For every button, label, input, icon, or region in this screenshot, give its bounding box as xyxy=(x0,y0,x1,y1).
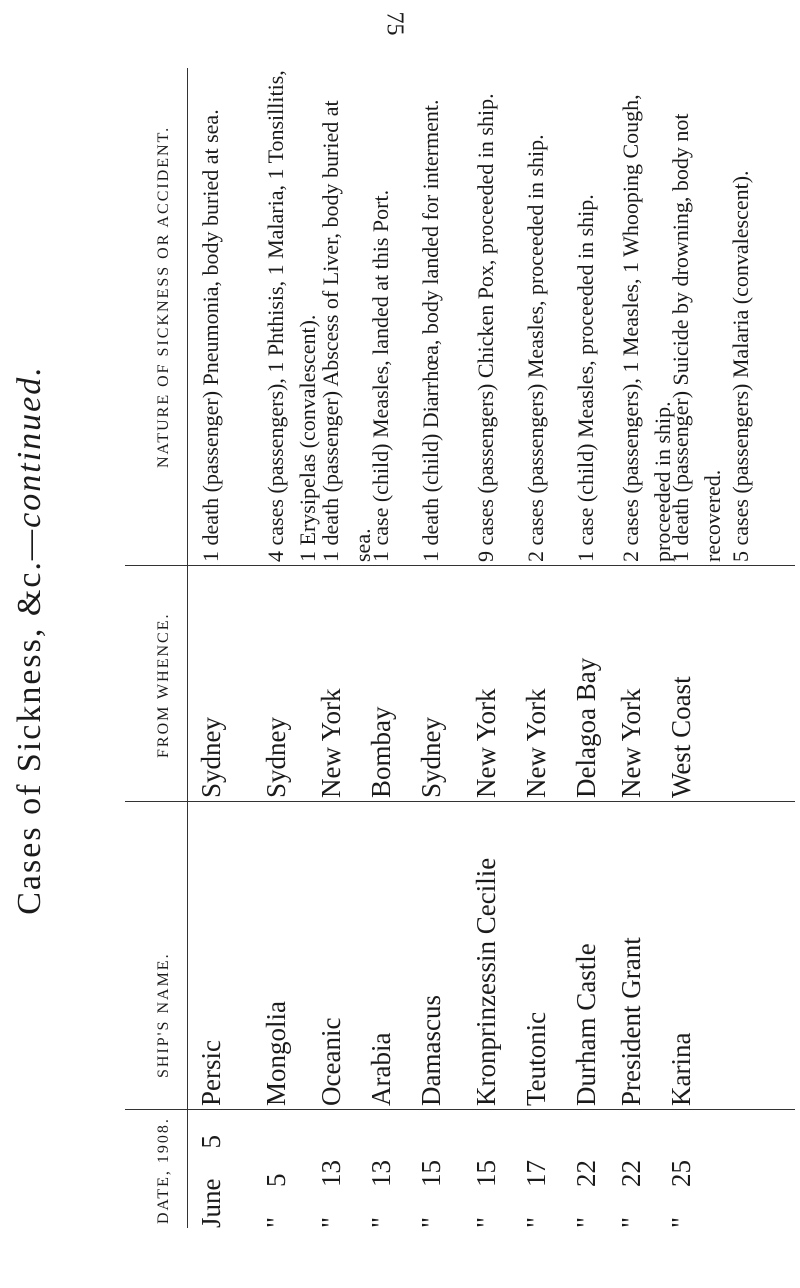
ship-cell-text: Mongolia xyxy=(261,1001,291,1106)
ship-cell xyxy=(520,806,552,1106)
date-cell xyxy=(470,1113,502,1228)
ship-cell xyxy=(260,806,292,1106)
date-cell xyxy=(570,1113,602,1228)
nature-cell-text: 1 death (child) Diarrhœa, body landed for interment. xyxy=(418,99,443,562)
ship-cell xyxy=(315,806,347,1106)
table-row xyxy=(195,68,255,1228)
date-day: 22 xyxy=(571,1159,601,1187)
from-cell-text: West Coast xyxy=(666,676,696,798)
date-month: " xyxy=(571,1216,601,1228)
date-day: 15 xyxy=(471,1159,501,1187)
date-month: " xyxy=(416,1216,446,1228)
nature-cell-text: 1 death (passenger) Suicide by drowning, body not recovered. xyxy=(668,113,725,562)
date-cell xyxy=(615,1113,647,1228)
date-day: 13 xyxy=(366,1159,396,1187)
page-title xyxy=(11,365,49,915)
header-ship: SHIP'S NAME. xyxy=(155,952,172,1078)
date-month: " xyxy=(366,1216,396,1228)
nature-cell-text: 1 case (child) Measles, landed at this Port. xyxy=(368,189,393,562)
ship-cell xyxy=(365,806,397,1106)
page-number: 75 xyxy=(381,11,408,36)
nature-cell xyxy=(415,68,447,562)
nature-cell-text: 5 cases (passengers) Malaria (convalescent). xyxy=(728,170,753,562)
date-month: " xyxy=(471,1216,501,1228)
from-cell-text: New York xyxy=(471,688,501,798)
sickness-table xyxy=(125,68,795,1228)
date-month: " xyxy=(316,1216,346,1228)
nature-cell-text: 4 cases (passengers), 1 Phthisis, 1 Malaria, 1 Tonsillitis, 1 Erysipelas (convalescent). xyxy=(263,70,320,562)
from-cell xyxy=(520,568,552,798)
from-cell xyxy=(195,568,227,798)
nature-cell-text: 2 cases (passengers), 1 Measles, 1 Whooping Cough, proceeded in ship. xyxy=(618,94,675,562)
date-cell xyxy=(195,1113,227,1228)
date-day: 22 xyxy=(616,1159,646,1187)
date-day: 15 xyxy=(416,1159,446,1187)
ship-cell xyxy=(470,806,502,1106)
from-cell-text: Sydney xyxy=(261,717,291,798)
table-header xyxy=(125,68,195,1228)
from-cell xyxy=(665,568,697,798)
date-day: 5 xyxy=(261,1173,291,1187)
page-title-continued: —continued. xyxy=(11,365,48,561)
nature-cell xyxy=(195,68,227,562)
ship-cell-text: Arabia xyxy=(366,1032,396,1106)
table-row xyxy=(665,68,725,1228)
from-cell-text: Delagoa Bay xyxy=(571,657,601,798)
nature-cell xyxy=(665,68,729,562)
header-nature: NATURE OF SICKNESS OR ACCIDENT. xyxy=(155,125,172,468)
from-cell-text: Bombay xyxy=(366,706,396,798)
nature-cell xyxy=(365,68,397,562)
ship-cell-text: Teutonic xyxy=(521,1011,551,1106)
date-cell xyxy=(315,1113,347,1228)
ship-cell xyxy=(415,806,447,1106)
ship-cell-text: Persic xyxy=(196,1040,226,1106)
ship-cell xyxy=(570,806,602,1106)
date-day: 17 xyxy=(521,1159,551,1187)
date-month: " xyxy=(521,1216,551,1228)
ship-cell-text: Durham Castle xyxy=(571,943,601,1106)
date-cell xyxy=(520,1113,552,1228)
ship-cell-text: Damascus xyxy=(416,995,446,1106)
ship-cell-text: Karina xyxy=(666,1032,696,1106)
from-cell-text: New York xyxy=(616,688,646,798)
date-day: 25 xyxy=(666,1159,696,1187)
nature-cell-text: 1 death (passenger) Abscess of Liver, body buried at sea. xyxy=(318,100,375,562)
date-month: " xyxy=(666,1216,696,1228)
date-month: " xyxy=(616,1216,646,1228)
from-cell xyxy=(365,568,397,798)
from-cell-text: New York xyxy=(521,688,551,798)
table-row xyxy=(415,68,475,1228)
date-month: " xyxy=(261,1216,291,1228)
nature-cell xyxy=(725,68,757,562)
header-date: DATE, 1908. xyxy=(155,1117,172,1224)
date-day: 13 xyxy=(316,1159,346,1187)
ship-cell-text: President Grant xyxy=(616,937,646,1106)
ship-cell xyxy=(665,806,697,1106)
from-cell xyxy=(415,568,447,798)
page-title-main: Cases of Sickness, &c. xyxy=(11,560,48,915)
header-rule xyxy=(187,68,188,1228)
date-cell xyxy=(725,1113,757,1228)
table-row xyxy=(260,68,320,1228)
nature-cell xyxy=(470,68,502,562)
date-cell xyxy=(260,1113,292,1228)
from-cell xyxy=(260,568,292,798)
nature-cell-text: 9 cases (passengers) Chicken Pox, proceeded in ship. xyxy=(473,93,498,562)
from-cell-text: New York xyxy=(316,688,346,798)
ship-cell xyxy=(195,806,227,1106)
date-day: 5 xyxy=(196,1135,226,1149)
nature-cell xyxy=(570,68,602,562)
nature-cell xyxy=(520,68,552,562)
ship-cell-text: Oceanic xyxy=(316,1017,346,1106)
table-row xyxy=(725,68,785,1228)
nature-cell-text: 1 death (passenger) Pneumonia, body buried at sea. xyxy=(198,109,223,562)
from-cell xyxy=(570,568,602,798)
nature-cell-text: 1 case (child) Measles, proceeded in ship. xyxy=(573,194,598,562)
date-month: June xyxy=(196,1178,226,1228)
date-cell xyxy=(415,1113,447,1228)
from-cell xyxy=(615,568,647,798)
from-cell xyxy=(315,568,347,798)
from-cell-text: Sydney xyxy=(416,717,446,798)
nature-cell-text: 2 cases (passengers) Measles, proceeded in ship. xyxy=(523,134,548,562)
from-cell-text: Sydney xyxy=(196,717,226,798)
ship-cell xyxy=(615,806,647,1106)
date-cell xyxy=(365,1113,397,1228)
from-cell xyxy=(470,568,502,798)
ship-cell-text: Kronprinzessin Cecilie xyxy=(471,857,501,1106)
date-cell xyxy=(665,1113,697,1228)
header-from: FROM WHENCE. xyxy=(155,612,172,758)
